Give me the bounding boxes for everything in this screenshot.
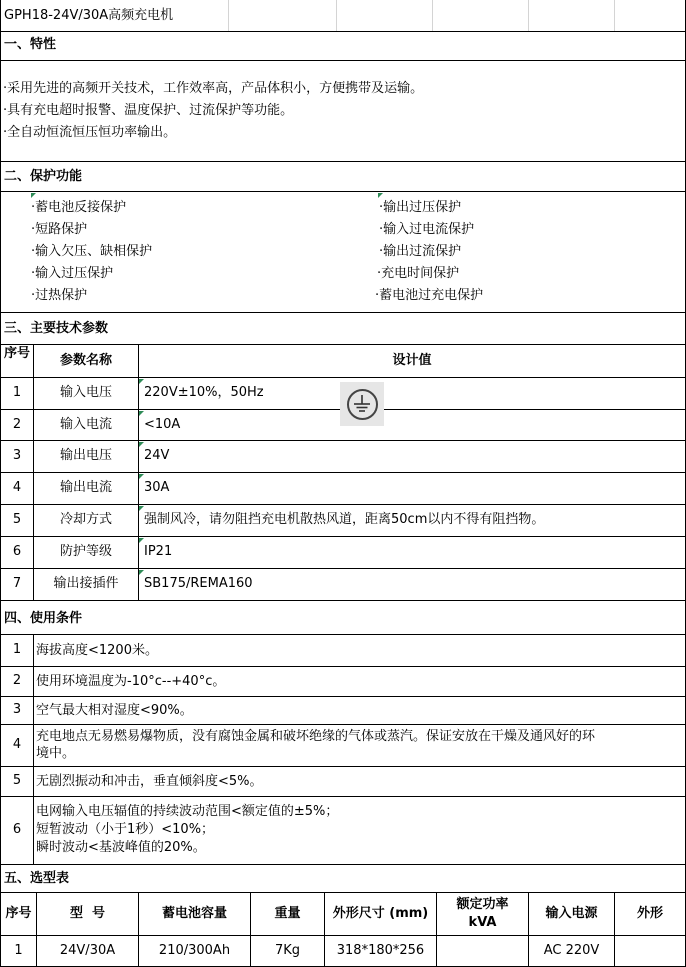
specs-row-no: 4 — [12, 480, 22, 495]
specs-row-name: 输入电流 — [59, 417, 112, 432]
sel-cell-weight: 7Kg — [274, 943, 301, 958]
condition-row-no: 6 — [12, 822, 22, 837]
specs-row-name: 冷却方式 — [59, 512, 112, 527]
protection-item-right: ·充电时间保护 — [377, 266, 460, 281]
condition-text: 电网输入电压辐值的持续波动范围<额定值的±5%； — [36, 804, 339, 819]
condition-text: 境中。 — [36, 746, 76, 761]
protection-item-right: ·输出过压保护 — [379, 200, 462, 215]
section-heading-protection: 二、保护功能 — [4, 169, 83, 184]
condition-text: 充电地点无易燃易爆物质，没有腐蚀金属和破坏绝缘的气体或蒸汽。保证安放在干燥及通风好的环 — [36, 729, 596, 744]
sel-header-shape: 外形 — [636, 906, 663, 921]
specs-row-value: IP21 — [144, 544, 173, 559]
sel-cell-model: 24V/30A — [59, 943, 116, 958]
specs-row-name: 防护等级 — [59, 544, 112, 559]
condition-row-no: 4 — [12, 737, 22, 752]
specs-row-name: 输出电流 — [59, 480, 112, 495]
condition-text: 空气最大相对湿度<90%。 — [36, 703, 193, 718]
sel-cell-size: 318*180*256 — [336, 943, 425, 958]
document-title: GPH18-24V/30A高频充电机 — [4, 8, 174, 23]
specs-row-no: 5 — [12, 512, 22, 527]
condition-text: 瞬时波动<基波峰值的20%。 — [36, 840, 206, 855]
condition-text: 短暂波动（小于1秒）<10%； — [36, 822, 215, 837]
feature-item: ·具有充电超时报警、温度保护、过流保护等功能。 — [3, 103, 294, 118]
condition-text: 无剧烈振动和冲击，垂直倾斜度<5%。 — [36, 774, 263, 789]
sel-cell-capacity: 210/300Ah — [158, 943, 231, 958]
condition-row-no: 3 — [12, 702, 22, 717]
protection-item-left: ·输入欠压、缺相保护 — [31, 244, 153, 259]
sel-header-power: 额定功率 — [456, 897, 509, 912]
sel-header-size: 外形尺寸 (mm) — [332, 906, 429, 921]
specs-row-value: SB175/REMA160 — [144, 576, 253, 591]
specs-row-no: 1 — [12, 385, 22, 400]
specs-row-value: <10A — [144, 417, 181, 432]
protection-item-left: ·蓄电池反接保护 — [31, 200, 127, 215]
condition-row-no: 1 — [12, 642, 22, 657]
protection-item-left: ·短路保护 — [31, 222, 88, 237]
specs-row-value: 强制风冷，请勿阻挡充电机散热风道，距离50cm以内不得有阻挡物。 — [144, 512, 545, 527]
section-heading-features: 一、特性 — [4, 37, 57, 52]
specs-row-value: 220V±10%，50Hz — [144, 385, 264, 400]
condition-row-no: 2 — [12, 673, 22, 688]
ground-symbol-icon — [340, 382, 384, 426]
sel-header-capacity: 蓄电池容量 — [161, 906, 227, 921]
sel-cell-no: 1 — [14, 943, 23, 958]
specs-row-value: 24V — [144, 448, 170, 463]
sel-header-input: 输入电源 — [545, 906, 598, 921]
specs-row-name: 输出电压 — [59, 448, 112, 463]
condition-row-no: 5 — [12, 773, 22, 788]
specs-row-name: 输出接插件 — [53, 576, 119, 591]
specs-col-value: 设计值 — [392, 353, 432, 368]
protection-item-right: ·输入过电流保护 — [379, 222, 475, 237]
specs-row-no: 2 — [12, 417, 22, 432]
protection-item-left: ·输入过压保护 — [31, 266, 114, 281]
protection-item-right: ·输出过流保护 — [379, 244, 462, 259]
protection-item-right: ·蓄电池过充电保护 — [375, 288, 484, 303]
specs-col-name: 参数名称 — [59, 353, 112, 368]
specs-row-name: 输入电压 — [59, 385, 112, 400]
condition-text: 海拔高度<1200米。 — [36, 643, 158, 658]
sel-header-weight: 重量 — [274, 906, 301, 921]
feature-item: ·采用先进的高频开关技术，工作效率高，产品体积小，方便携带及运输。 — [3, 81, 424, 96]
specs-col-no: 序号 — [4, 346, 31, 361]
feature-item: ·全自动恒流恒压恒功率输出。 — [3, 125, 177, 140]
sel-cell-input: AC 220V — [543, 943, 600, 958]
specs-row-no: 7 — [12, 576, 22, 591]
section-heading-conditions: 四、使用条件 — [4, 611, 83, 626]
sel-header-power-unit: kVA — [468, 915, 497, 930]
sel-header-no: 序号 — [5, 906, 32, 921]
specs-row-no: 3 — [12, 448, 22, 463]
condition-text: 使用环境温度为-10°c--+40°c。 — [36, 674, 226, 689]
section-heading-selection: 五、选型表 — [4, 871, 70, 886]
section-heading-specs: 三、主要技术参数 — [4, 321, 109, 336]
sel-header-model: 型 号 — [69, 906, 106, 921]
protection-item-left: ·过热保护 — [31, 288, 88, 303]
specs-row-no: 6 — [12, 544, 22, 559]
specs-row-value: 30A — [144, 480, 170, 495]
